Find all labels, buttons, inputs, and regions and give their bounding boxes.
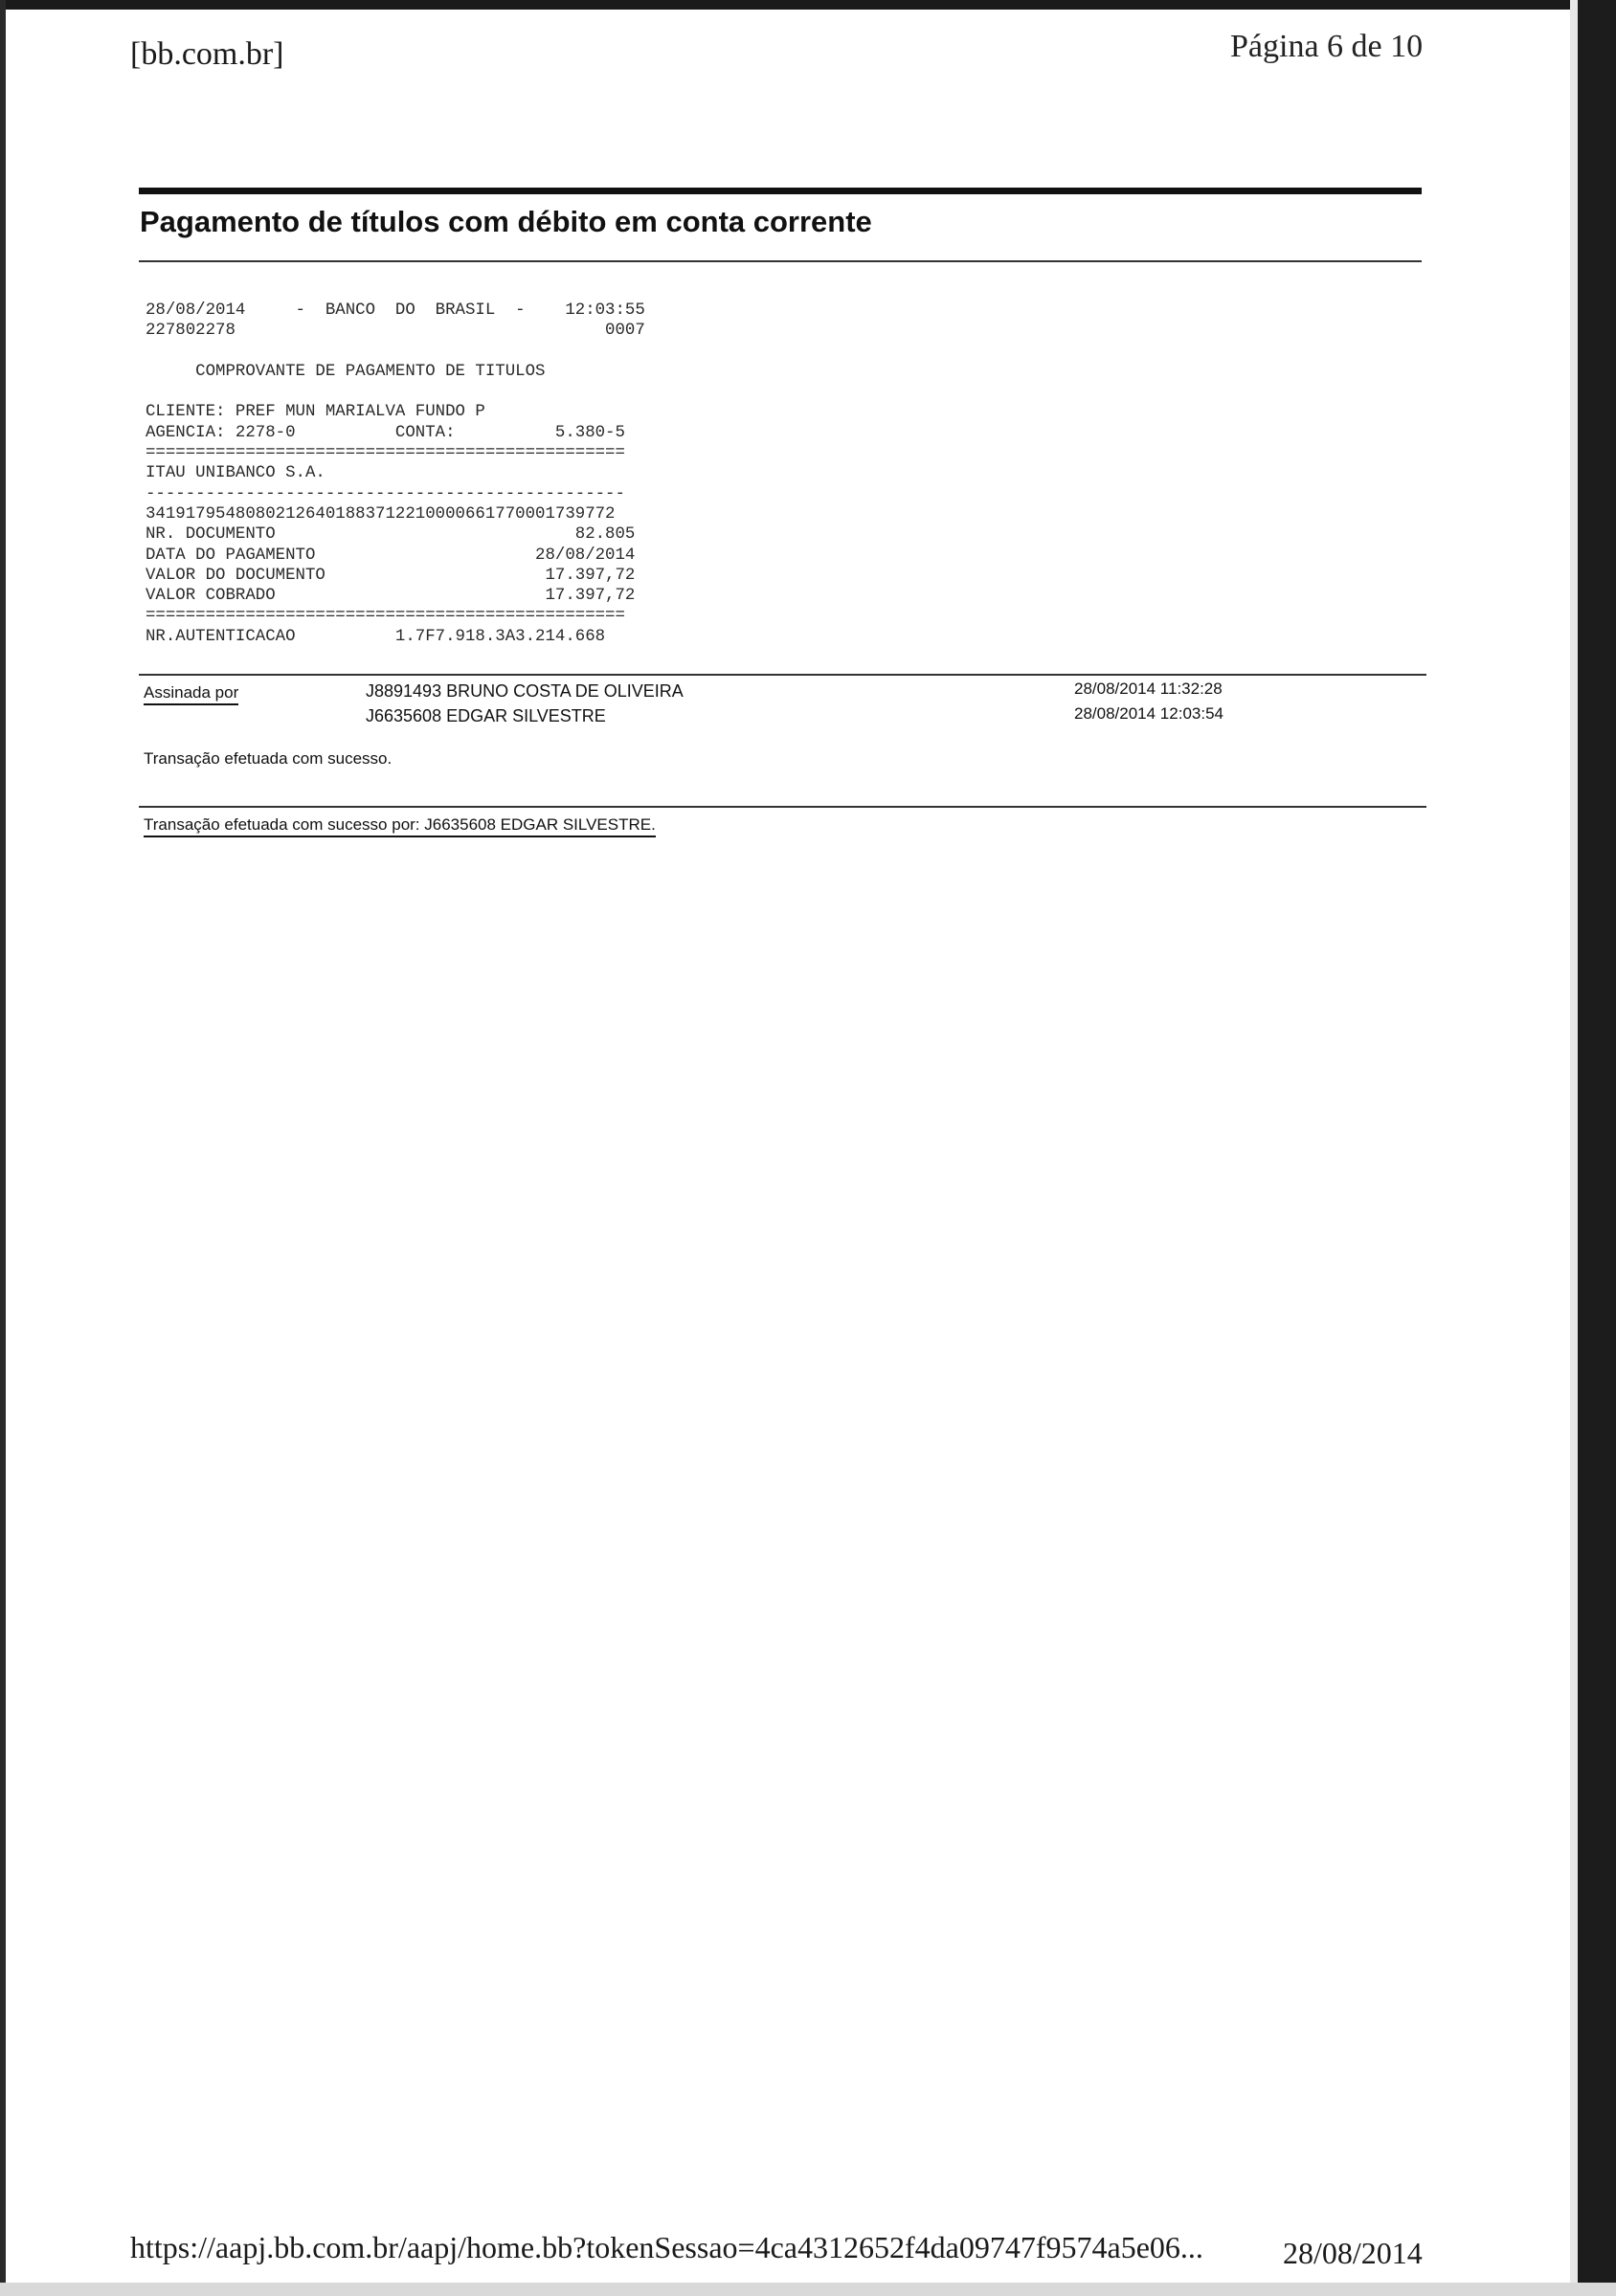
receipt-line: 227802278 0007 [146, 322, 645, 341]
transaction-status-by: Transação efetuada com sucesso por: J6635608 EDGAR SILVESTRE. [144, 815, 656, 837]
signer-date: 28/08/2014 11:32:28 [1074, 680, 1223, 698]
title-rule-bottom [139, 260, 1422, 262]
signer-date: 28/08/2014 12:03:54 [1074, 704, 1223, 723]
scan-edge-bottom [0, 2283, 1616, 2296]
footer-date: 28/08/2014 [1283, 2236, 1423, 2270]
receipt-line: VALOR COBRADO 17.397,72 [146, 587, 636, 606]
receipt-line: NR.AUTENTICACAO 1.7F7.918.3A3.214.668 [146, 627, 606, 646]
signer-name: J6635608 EDGAR SILVESTRE [366, 706, 606, 725]
receipt-line: AGENCIA: 2278-0 CONTA: 5.380-5 [146, 423, 625, 442]
signed-by-label: Assinada por [144, 683, 238, 705]
payment-receipt [146, 301, 645, 647]
signatures-rule [139, 674, 1426, 676]
receipt-line: ------------------------------------------------ [146, 484, 625, 503]
receipt-line: DATA DO PAGAMENTO 28/08/2014 [146, 546, 636, 565]
receipt-line: ================================================ [146, 607, 625, 626]
receipt-line: COMPROVANTE DE PAGAMENTO DE TITULOS [146, 362, 546, 381]
scan-edge-left [0, 0, 6, 2296]
receipt-line: VALOR DO DOCUMENTO 17.397,72 [146, 566, 636, 585]
receipt-line: NR. DOCUMENTO 82.805 [146, 525, 636, 545]
scan-edge-right-shadow [1570, 0, 1578, 2296]
receipt-line: 34191795480802126401883712210000661770001739772 [146, 504, 616, 524]
receipt-line: CLIENTE: PREF MUN MARIALVA FUNDO P [146, 403, 485, 422]
transaction-status: Transação efetuada com sucesso. [144, 749, 393, 768]
receipt-line: ITAU UNIBANCO S.A. [146, 464, 325, 483]
page-title: Pagamento de títulos com débito em conta corrente [140, 205, 872, 238]
scan-edge-right [1578, 0, 1616, 2296]
signer-name: J8891493 BRUNO COSTA DE OLIVEIRA [366, 681, 684, 701]
scan-edge-top [0, 0, 1616, 10]
title-rule-top [139, 188, 1422, 194]
receipt-line: 28/08/2014 - BANCO DO BRASIL - 12:03:55 [146, 301, 645, 320]
header-site: [bb.com.br] [130, 36, 284, 72]
header-page-number: Página 6 de 10 [1230, 29, 1424, 64]
footer-url: https://aapj.bb.com.br/aapj/home.bb?tokenSessao=4ca4312652f4da09747f9574a5e06... [130, 2230, 1203, 2264]
status-rule [139, 806, 1426, 808]
receipt-line: ================================================ [146, 444, 625, 463]
